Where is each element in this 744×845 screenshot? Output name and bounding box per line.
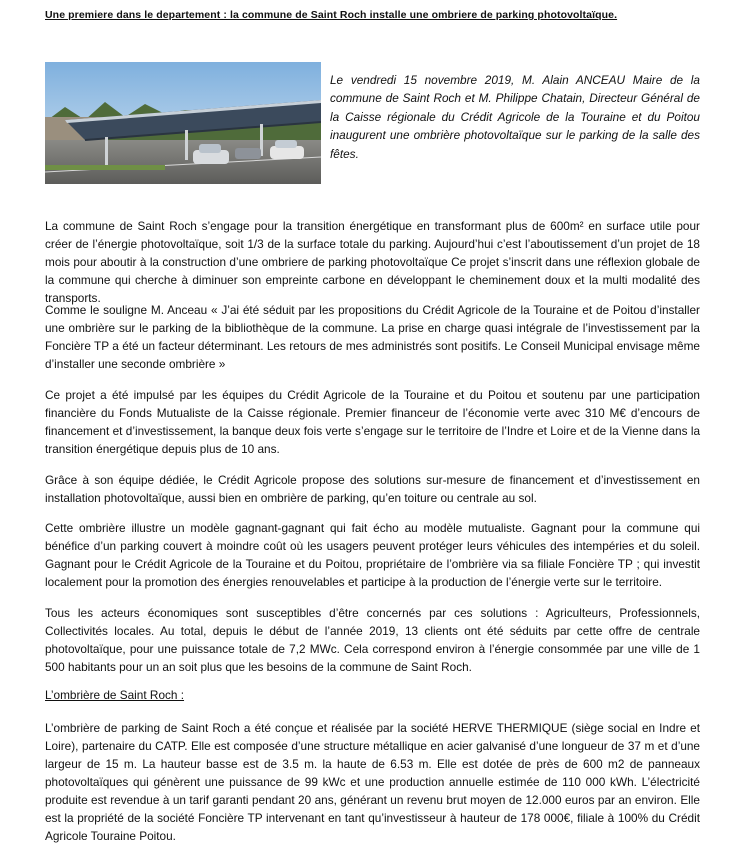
intro-paragraph: Le vendredi 15 novembre 2019, M. Alain ANCEAU Maire de la commune de Saint Roch et M. Philippe Chatain, Directeur Général de la Caisse régionale du Crédit Agricole de la Touraine et du Poitou inaugurent une ombrière photovoltaïque sur le parking de la salle des fêtes. [330, 73, 700, 161]
paragraph-7: L’ombrière de parking de Saint Roch a été conçue et réalisée par la société HERVE THERMIQUE (siège social en Indre et Loire), partenaire du CATP. Elle est composée d’une structure métallique en acier galvanisé d’une longueur de 37 m et d’une largeur de 15 m. La hauteur basse est de 3.5 m. la haute de 6.53 m. Elle est dotée de près de 600 m2 de panneaux photovoltaïques qui génèrent une puissance de 99 kWc et une production annuelle estimée de 110 000 kWh. L’électricité produite est revendue à un tarif garanti pendant 20 ans, générant un revenu brut moyen de 12.000 euros par an environ. Elle est la propriété de la société Foncière TP intervenant en tant qu’investisseur à hauteur de 178 000€, filiale à 100% du Crédit Agricole Touraine Poitou. [45, 721, 700, 843]
section-heading: L’ombrière de Saint Roch : [45, 688, 185, 702]
paragraph-4: Grâce à son équipe dédiée, le Crédit Agricole propose des solutions sur-mesure de financement et d’investissement en installation photovoltaïque, aussi bien en ombrière de parking, qu’en toiture ou centrale au sol. [45, 473, 700, 505]
carport-photo [45, 62, 321, 184]
paragraph-1: La commune de Saint Roch s’engage pour la transition énergétique en transformant plus de 600m² en surface utile pour créer de l’énergie photovoltaïque, soit 1/3 de la surface totale du parking. Aujourd’hui c’est l’aboutissement d’un projet de 18 mois pour aboutir à la construction d’une ombriere de parking photovoltaïque Ce projet s’inscrit dans une réflexion globale de la commune qui cherche à diminuer son empreinte carbone en développant le cheminement doux et la multi modalité des transports. [45, 219, 700, 305]
solar-carport-image [45, 62, 321, 184]
paragraph-3: Ce projet a été impulsé par les équipes du Crédit Agricole de la Touraine et du Poitou et soutenu par une participation financière du Fonds Mutualiste de la Caisse régionale. Premier financeur de l’économie verte avec 310 M€ d’encours de financement et d’investissement, la banque deux fois verte s’engage sur le territoire de l’Indre et Loire et de la Vienne dans la transition énergétique depuis plus de 10 ans. [45, 388, 700, 456]
article-title: Une premiere dans le departement : la commune de Saint Roch installe une ombriere de parking photovoltaïque. [45, 9, 618, 21]
paragraph-6: Tous les acteurs économiques sont susceptibles d’être concernés par ces solutions : Agriculteurs, Professionnels, Collectivités locales. Au total, depuis le début de l’année 2019, 13 clients ont été séduits par cette offre de centrale photovoltaïque, pour une puissance totale de 7,2 MWc. Cela correspond environ à l’énergie consommée par une ville de 1 500 habitants pour un an soit plus que les besoins de la commune de Saint Roch. [45, 606, 700, 674]
paragraph-2: Comme le souligne M. Anceau « J’ai été séduit par les propositions du Crédit Agricole de la Touraine et de Poitou d’installer une ombrière sur le parking de la bibliothèque de la commune. La prise en charge quasi intégrale de l’investissement par la Foncière TP a été un facteur déterminant. Les retours de mes administrés sont positifs. Le Conseil Municipal envisage même d’installer une seconde ombrière » [45, 303, 700, 371]
paragraph-5: Cette ombrière illustre un modèle gagnant-gagnant qui fait écho au modèle mutualiste. Gagnant pour la commune qui bénéfice d’un parking couvert à moindre coût où les usagers peuvent protéger leurs véhicules des intempéries et du soleil. Gagnant pour le Crédit Agricole de la Touraine et du Poitou, propriétaire de l’ombrière via sa filiale Foncière TP ; qui investit localement pour la promotion des énergies renouvelables et participe à la production de l’énergie verte sur le territoire. [45, 521, 700, 589]
